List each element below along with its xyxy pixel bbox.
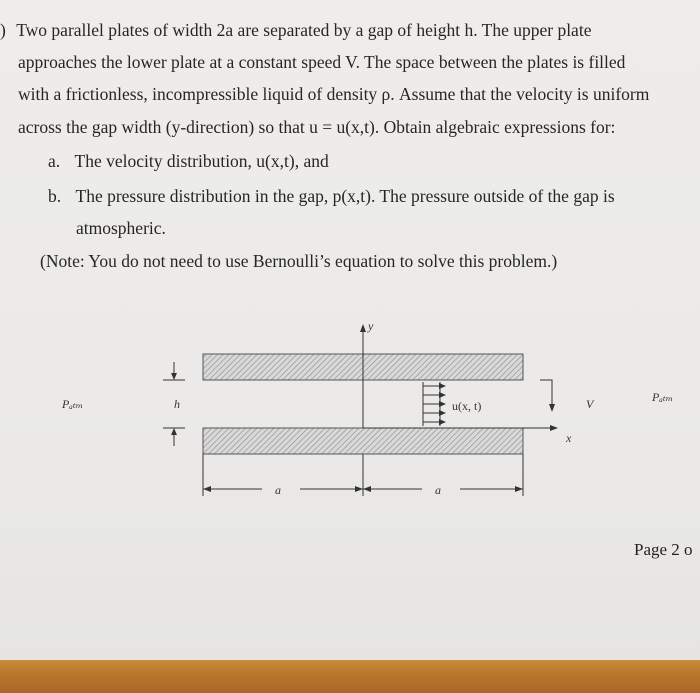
item-a [48, 150, 329, 172]
note: (Note: You do not need to use Bernoulli’s equation to solve this problem.) [40, 251, 558, 271]
v-arrow [549, 404, 555, 412]
item-b [48, 185, 615, 207]
p-atm-left: Pₐₜₘ [62, 397, 84, 411]
a-left-label: a [275, 483, 281, 497]
problem-line-1 [0, 19, 591, 41]
item-a-text: The velocity distribution, u(x,t), and [74, 151, 329, 171]
problem-text-1: Two parallel plates of width 2a are separated by a gap of height h. The upper plate [16, 20, 592, 40]
p-atm-right: Pₐₜₘ [652, 390, 674, 404]
x-axis-arrow [550, 425, 558, 431]
y-label: y [368, 319, 374, 333]
problem-line-4: across the gap width (y-direction) so that u = u(x,t). Obtain algebraic expressions for: [18, 117, 616, 137]
h-label: h [174, 397, 180, 411]
item-b-label: b. [48, 186, 62, 206]
item-b-continuation: atmospheric. [76, 218, 166, 238]
lower-plate [203, 428, 523, 454]
item-a-label: a. [48, 151, 61, 171]
item-b-text: The pressure distribution in the gap, p(x,t). The pressure outside of the gap is [75, 186, 615, 206]
problem-marker: ) [0, 20, 6, 40]
desk-surface [0, 660, 700, 693]
problem-line-2: approaches the lower plate at a constant speed V. The space between the plates is filled [18, 52, 626, 72]
y-axis-arrow [360, 324, 366, 332]
a-right-label: a [435, 483, 441, 497]
x-label: x [566, 431, 572, 445]
page-number: Page 2 o [634, 540, 693, 559]
u-label: u(x, t) [452, 399, 482, 413]
plates-diagram [0, 300, 700, 520]
v-label: V [586, 397, 594, 411]
velocity-profile [423, 382, 446, 426]
problem-line-3: with a frictionless, incompressible liquid of density ρ. Assume that the velocity is uniform [18, 84, 650, 104]
v-indicator [540, 380, 552, 406]
